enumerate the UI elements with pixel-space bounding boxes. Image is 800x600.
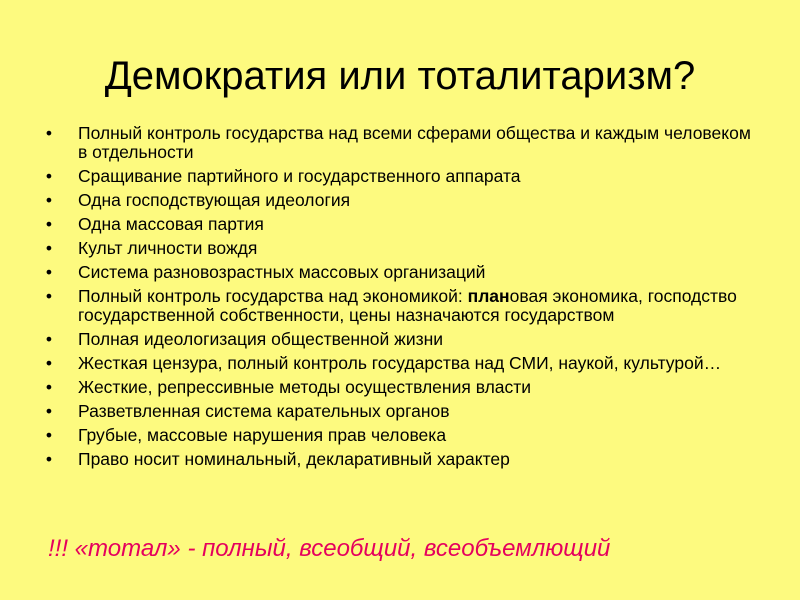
bullet-icon: • xyxy=(45,123,53,143)
bullet-icon: • xyxy=(45,286,53,306)
list-item-text: Система разновозрастных массовых организаций xyxy=(78,262,486,282)
bullet-icon: • xyxy=(45,190,53,210)
list-item-text: Жесткие, репрессивные методы осуществления власти xyxy=(78,377,532,397)
bullet-icon: • xyxy=(45,449,53,469)
list-item-text: Разветвленная система карательных органов xyxy=(78,401,450,421)
bullet-icon: • xyxy=(45,166,53,186)
list-item-text: Право носит номинальный, декларативный характер xyxy=(78,449,510,469)
list-item xyxy=(40,354,760,373)
list-item-text xyxy=(78,286,737,325)
list-item-text: Полный контроль государства над всеми сферами общества и каждым человеком в отдельности xyxy=(78,123,751,162)
list-item xyxy=(40,330,760,349)
list-item xyxy=(40,378,760,397)
list-item-text-part: Полный контроль государства над экономикой: xyxy=(78,286,468,306)
bullet-icon: • xyxy=(45,329,53,349)
bullet-icon: • xyxy=(45,262,53,282)
bullet-icon: • xyxy=(45,353,53,373)
emphasized-text: план xyxy=(467,286,510,306)
list-item-text: Грубые, массовые нарушения прав человека xyxy=(78,425,447,445)
bullet-list xyxy=(40,124,760,474)
list-item-text: Одна массовая партия xyxy=(78,214,264,234)
bullet-icon: • xyxy=(45,401,53,421)
slide-title: Демократия или тоталитаризм? xyxy=(104,54,696,98)
list-item xyxy=(40,167,760,186)
list-item xyxy=(40,402,760,421)
bullet-icon: • xyxy=(45,377,53,397)
definition-note: !!! «тотал» - полный, всеобщий, всеобъемлющий xyxy=(48,535,611,562)
list-item xyxy=(40,124,760,162)
list-item-text-part: овая экономика, господство государственной собственности, цены назначаются государством xyxy=(78,286,737,325)
bullet-icon: • xyxy=(45,425,53,445)
bullet-icon: • xyxy=(45,238,53,258)
list-item xyxy=(40,287,760,325)
list-item xyxy=(40,239,760,258)
list-item xyxy=(40,263,760,282)
list-item xyxy=(40,215,760,234)
list-item-text: Культ личности вождя xyxy=(78,238,258,258)
bullet-icon: • xyxy=(45,214,53,234)
list-item-text: Сращивание партийного и государственного аппарата xyxy=(78,166,521,186)
list-item xyxy=(40,450,760,469)
list-item-text: Полная идеологизация общественной жизни xyxy=(78,329,444,349)
list-item xyxy=(40,426,760,445)
list-item xyxy=(40,191,760,210)
list-item-text: Жесткая цензура, полный контроль государства над СМИ, наукой, культурой… xyxy=(78,353,722,373)
list-item-text: Одна господствующая идеология xyxy=(78,190,351,210)
